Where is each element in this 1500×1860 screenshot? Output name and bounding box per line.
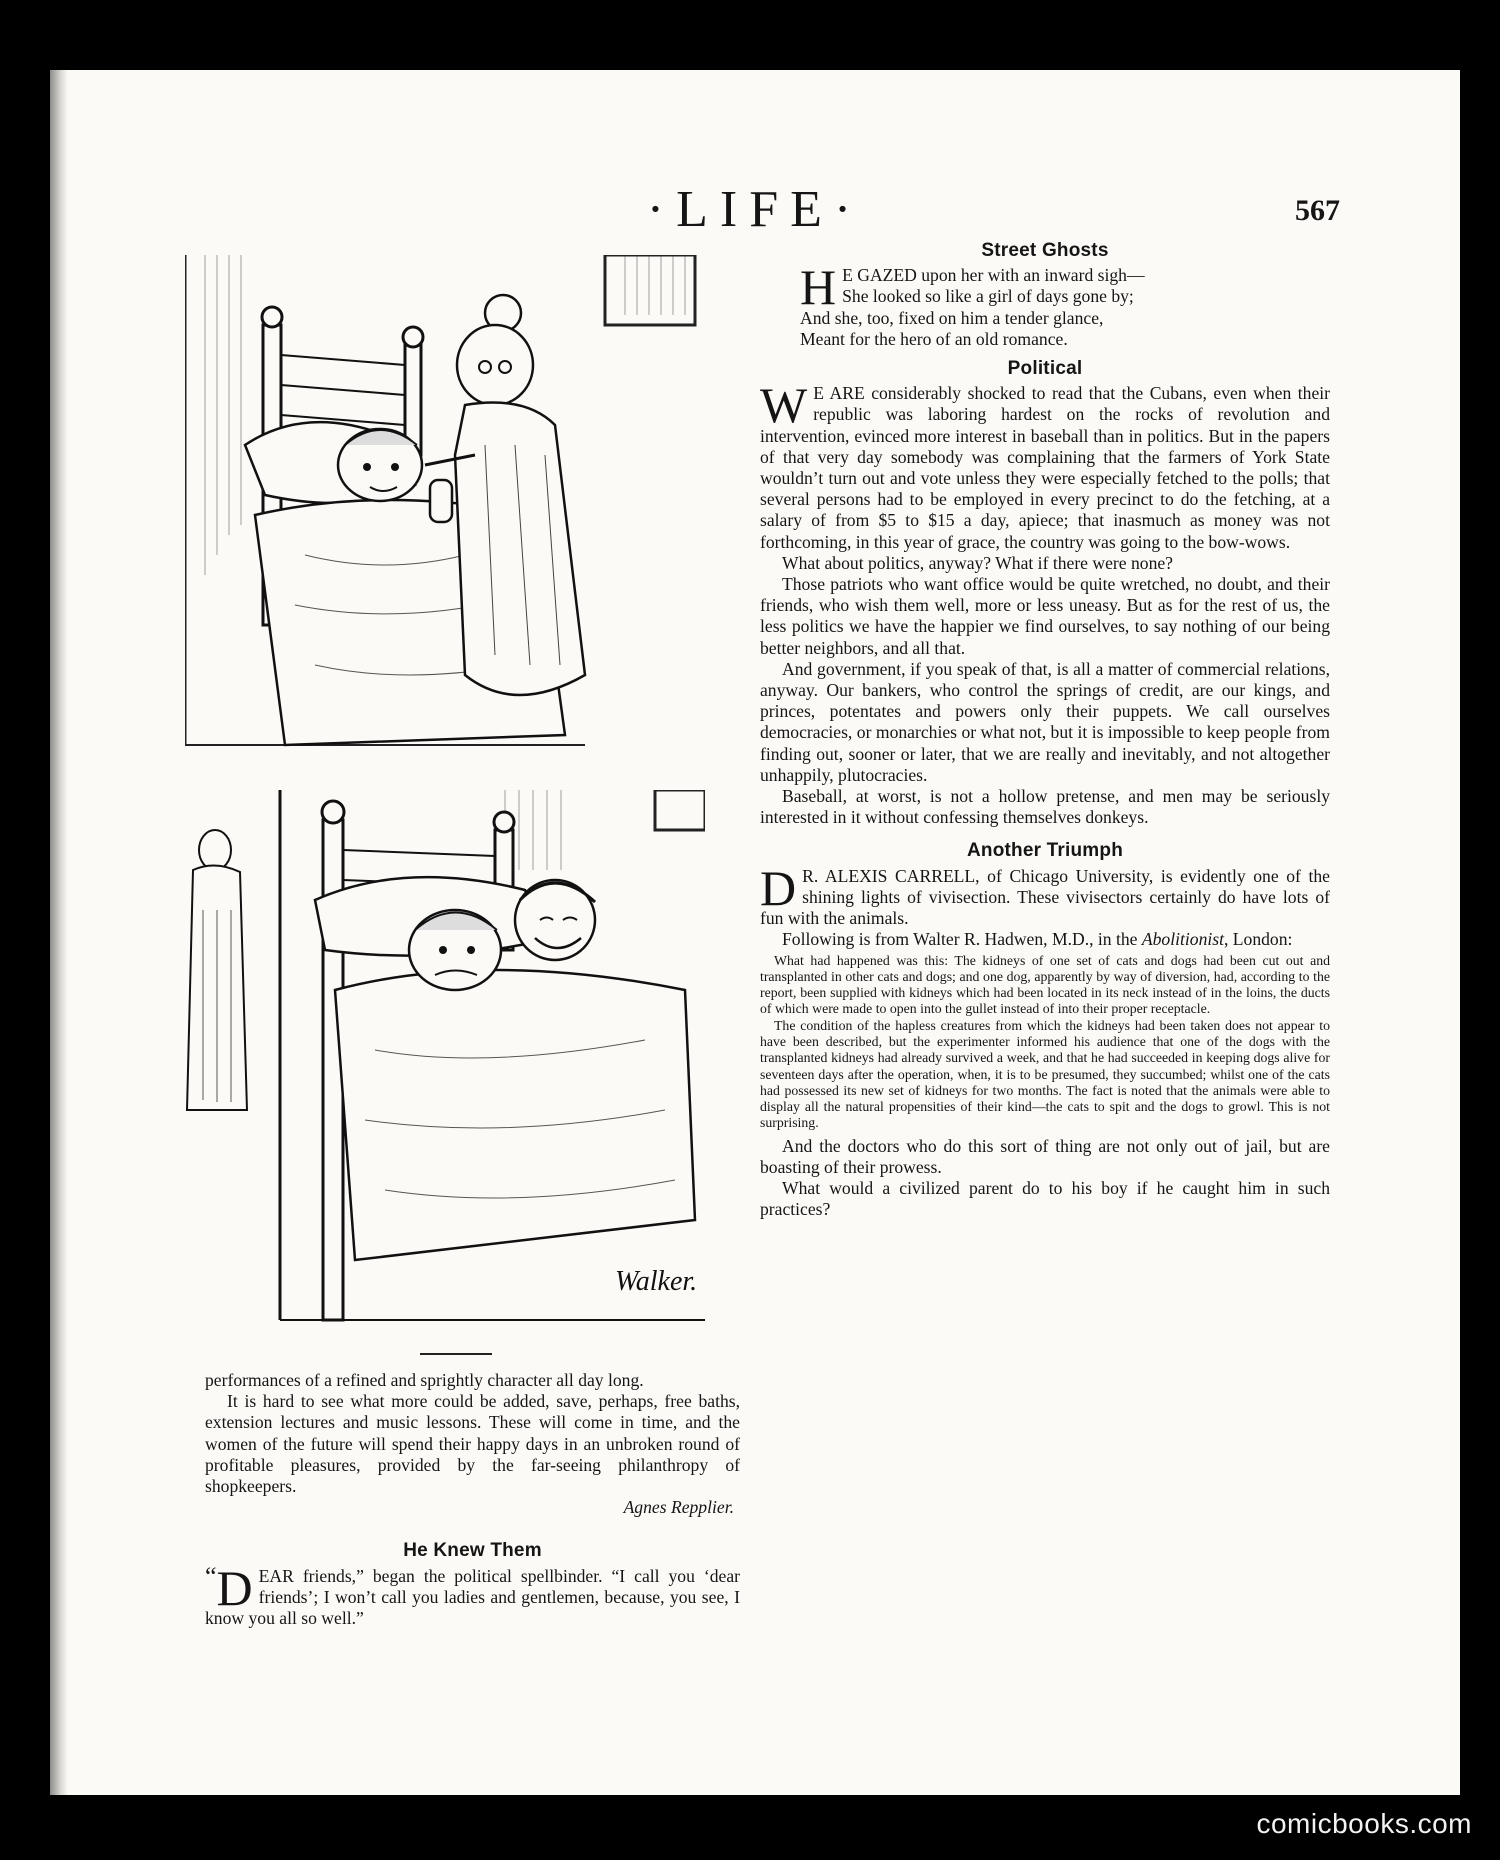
drop-cap: H <box>800 259 837 316</box>
drop-cap: D <box>216 1559 253 1616</box>
article-paragraph: Baseball, at worst, is not a hollow pretense, and men may be seriously interested in it without confessing themselves donkeys. <box>760 786 1330 828</box>
left-column <box>205 1370 740 1629</box>
page-number: 567 <box>1295 194 1340 227</box>
continuation-paragraph: performances of a refined and sprightly character all day long. <box>205 1370 644 1390</box>
source-line: Following is from Walter R. Hadwen, M.D., in the Abolitionist, London: <box>782 929 1293 950</box>
poem-verse: H E GAZED upon her with an inward sigh— She looked so like a girl of days gone by; And she, too, fixed on him a tender glance, Meant for the hero of an old romance. <box>800 259 1145 349</box>
article-paragraph: W E ARE considerably shocked to read that the Cubans, even when their republic was laboring hardest on the rocks of revolution and intervention, evinced more interest in baseball than in politics. But in the papers of that very day somebody was complaining that the farmers of York State wouldn’t turn out and vote unless they were especially fetched to the polls; that several persons had to be employed in every precinct to do the fetching, at a salary of from $5 to $15 a day, apiece; that inasmuch as money was not forthcoming, in this year of grace, the country was going to the bow-wows. <box>760 377 1330 552</box>
illustration-boy-and-dog-in-bed <box>185 790 705 1335</box>
block-quote <box>760 953 1330 1132</box>
article-paragraph: And the doctors who do this sort of thing are not only out of jail, but are boasting of their prowess. <box>760 1135 1330 1177</box>
watermark: comicbooks.com <box>1256 1808 1472 1839</box>
author-signature: Agnes Repplier. <box>623 1497 734 1518</box>
illustration-girl-feeding-dog <box>185 255 705 765</box>
poem-title: Street Ghosts <box>981 240 1109 261</box>
quote-paragraph: The condition of the hapless creatures from which the kidneys had been taken does not appear to have been described, but the experimenter informed his audience that one of the dogs with the transplanted kidneys had already survived a week, and that he had succeeded in keeping dogs alive for seventeen days after the operation, when, it is to be presumed, they succumbed; whilst one of the cats had possessed its new set of kidneys for two months. The fact is noted that the animals were able to display all the natural propensities of their kind—the cats to spit and the dogs to growl. This is not surprising. <box>760 1017 1330 1131</box>
quote-paragraph: What had happened was this: The kidneys of one set of cats and dogs had been cut out and transplanted in other cats and dogs; and one dog, apparently by way of diversion, had, according to the report, been supplied with kidneys which had been located in its neck instead of in the loins, the ducts of which were made to open into the gullet instead of into their proper receptacle. <box>760 952 1330 1017</box>
article-paragraph: “ D EAR friends,” began the political spellbinder. “I call you ‘dear friends’; I won’t call you ladies and gentlemen, because, you see, I know you all so well.” <box>205 1559 740 1629</box>
article-title: Political <box>1007 358 1083 380</box>
masthead: ·LIFE· <box>646 181 864 238</box>
article-paragraph: Those patriots who want office would be quite wretched, no doubt, and their friends, who wish them well, more or less uneasy. But as for the rest of us, the less politics we have the happier we find ourselves, to say nothing of our being better neighbors, and all that. <box>760 574 1330 658</box>
open-quote: “ <box>205 1561 217 1591</box>
article-title: He Knew Them <box>403 1540 542 1562</box>
magazine-page <box>50 70 1460 1795</box>
drop-cap: W <box>760 377 808 434</box>
separator-rule <box>420 1353 492 1355</box>
artist-signature: Walker. <box>615 1266 698 1297</box>
continuation-paragraph: It is hard to see what more could be added, save, perhaps, free baths, extension lectures and music lessons. These will come in time, and the women of the future will spend their happy days in an unbroken round of profitable pleasures, provided by the far-seeing philanthropy of shopkeepers. <box>205 1391 740 1497</box>
article-paragraph: What about politics, anyway? What if there were none? <box>782 552 1173 573</box>
right-column <box>760 240 1330 1221</box>
article-title: Another Triumph <box>966 840 1124 862</box>
drop-cap: D <box>760 859 797 916</box>
article-paragraph: And government, if you speak of that, is all a matter of commercial relations, anyway. Our bankers, who control the springs of credit, are our kings, and princes, potentates and powers only their puppets. We call ourselves democracies, or monarchies or what not, but it is impossible to keep people from finding out, sooner or later, that we are really and inevitably, and not altogether unhappily, plutocracies. <box>760 658 1330 785</box>
article-paragraph: What would a civilized parent do to his boy if he caught him in such practices? <box>760 1178 1330 1220</box>
page-spine-shadow <box>50 70 68 1795</box>
article-paragraph: D R. ALEXIS CARRELL, of Chicago University, is evidently one of the shining lights of vivisection. These vivisectors certainly do have lots of fun with the animals. <box>760 859 1330 929</box>
